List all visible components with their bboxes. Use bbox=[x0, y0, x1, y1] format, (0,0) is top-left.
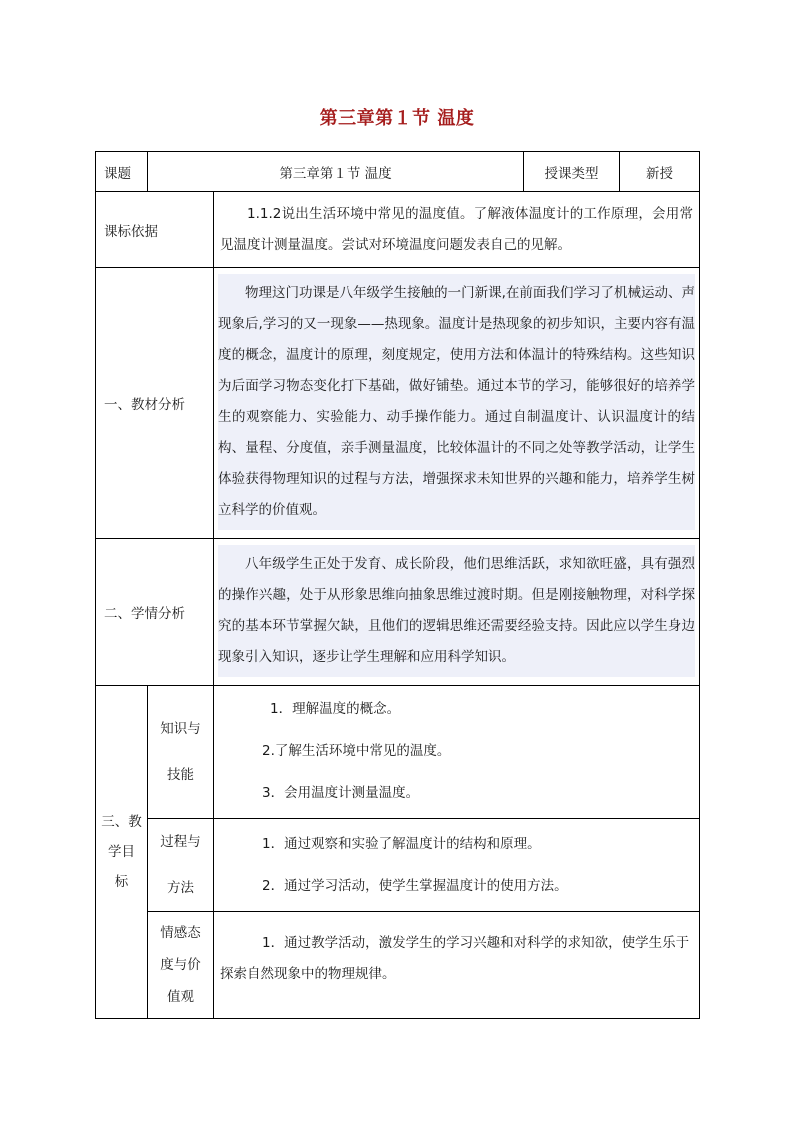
topic-value: 第三章第１节 温度 bbox=[148, 152, 524, 192]
process-label-line: 过程与 bbox=[160, 834, 201, 850]
topic-label: 课题 bbox=[96, 152, 148, 192]
emotion-label-line: 度与价 bbox=[160, 957, 201, 973]
process-item: 1．通过观察和实验了解温度计的结构和原理。 bbox=[262, 836, 541, 852]
knowledge-item: 2.了解生活环境中常见的温度。 bbox=[262, 743, 451, 759]
standard-row bbox=[96, 192, 700, 268]
standard-label: 课标依据 bbox=[96, 192, 214, 268]
knowledge-label-line: 技能 bbox=[167, 767, 194, 783]
standard-text: 1.1.2说出生活环境中常见的温度值。了解液体温度计的工作原理，会用常见温度计测量温度。尝试对环境温度问题发表自己的见解。 bbox=[220, 205, 694, 253]
process-label-line: 方法 bbox=[167, 880, 194, 896]
objectives-label-line: 学目 bbox=[108, 844, 135, 860]
process-label bbox=[148, 819, 214, 912]
knowledge-label bbox=[148, 686, 214, 819]
type-value: 新授 bbox=[620, 152, 700, 192]
objectives-label-line: 三、教 bbox=[101, 814, 142, 830]
knowledge-label-line: 知识与 bbox=[160, 721, 201, 737]
emotion-row bbox=[96, 912, 700, 1019]
emotion-item: 1．通过教学活动，激发学生的学习兴趣和对科学的求知欲，使学生乐于探索自然现象中的物理规律。 bbox=[220, 935, 690, 982]
process-row bbox=[96, 819, 700, 912]
textbook-analysis-label: 一、教材分析 bbox=[96, 268, 214, 539]
document-title: 第三章第１节 温度 bbox=[319, 108, 475, 129]
emotion-label bbox=[148, 912, 214, 1019]
learner-analysis-text: 八年级学生正处于发育、成长阶段，他们思维活跃，求知欲旺盛，具有强烈的操作兴趣，处于从形象思维向抽象思维过渡时期。但是刚接触物理，对科学探究的基本环节掌握欠缺，且他们的逻辑思维还需要经验支持。因此应以学生身边现象引入知识，逐步让学生理解和应用科学知识。 bbox=[218, 545, 695, 677]
knowledge-item: 1．理解温度的概念。 bbox=[270, 701, 401, 717]
emotion-label-line: 值观 bbox=[167, 989, 194, 1005]
knowledge-row bbox=[96, 686, 700, 819]
lesson-plan-table bbox=[95, 151, 700, 1019]
learner-analysis-label: 二、学情分析 bbox=[96, 539, 214, 686]
type-label: 授课类型 bbox=[524, 152, 620, 192]
textbook-analysis-text: 物理这门功课是八年级学生接触的一门新课,在前面我们学习了机械运动、声现象后,学习的又一现象——热现象。温度计是热现象的初步知识，主要内容有温度的概念，温度计的原理，刻度规定，使用方法和体温计的特殊结构。这些知识为后面学习物态变化打下基础，做好铺垫。通过本节的学习，能够很好的培养学生的观察能力、实验能力、动手操作能力。通过自制温度计、认识温度计的结构、量程、分度值，亲手测量温度，比较体温计的不同之处等教学活动，让学生体验获得物理知识的过程与方法，增强探求未知世界的兴趣和能力，培养学生树立科学的价值观。 bbox=[218, 274, 695, 530]
process-item: 2．通过学习活动，使学生掌握温度计的使用方法。 bbox=[262, 878, 568, 894]
learner-analysis-row bbox=[96, 539, 700, 686]
objectives-label bbox=[96, 686, 148, 1019]
objectives-label-line: 标 bbox=[114, 874, 129, 890]
header-row bbox=[96, 152, 700, 192]
textbook-analysis-row bbox=[96, 268, 700, 539]
knowledge-item: 3．会用温度计测量温度。 bbox=[262, 785, 420, 801]
emotion-label-line: 情感态 bbox=[160, 925, 201, 941]
